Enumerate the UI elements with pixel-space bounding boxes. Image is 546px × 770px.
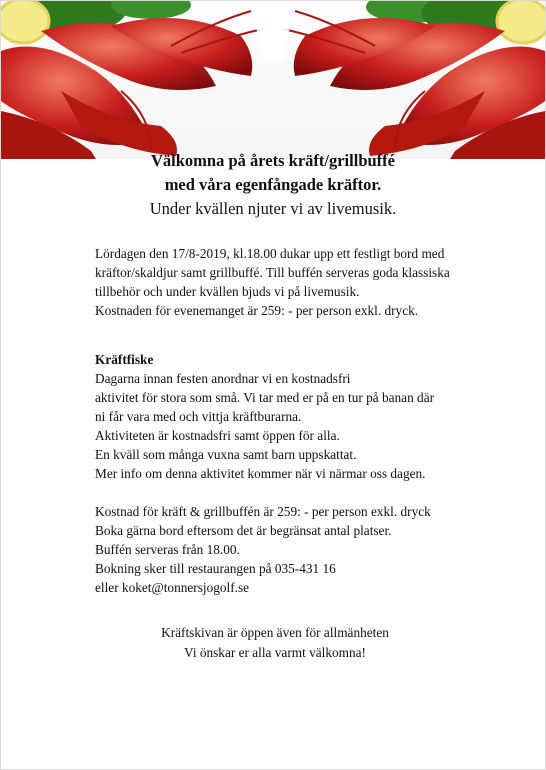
booking-email: eller koket@tonnersjogolf.se [95, 580, 250, 595]
body-text [95, 244, 535, 597]
fishing-line: Dagarna innan festen anordnar vi en kostnadsfri [95, 371, 351, 386]
booking-line: Kostnad för kräft & grillbuffén är 259: - per person exkl. dryck [95, 504, 431, 519]
fishing-line: Mer info om denna aktivitet kommer när vi närmar oss dagen. [95, 466, 426, 481]
footer-line-1: Kräftskivan är öppen även för allmänheten [161, 625, 389, 640]
heading-line-1: Välkomna på årets kräft/grillbuffé [151, 151, 395, 170]
booking-line: Boka gärna bord eftersom det är begränsat antal platser. [95, 523, 392, 538]
fishing-title: Kräftfiske [95, 352, 154, 367]
booking-line: Bokning sker till restaurangen på 035-431 16 [95, 561, 336, 576]
fishing-line: En kväll som många vuxna samt barn uppskattat. [95, 447, 357, 462]
intro-line: Lördagen den 17/8-2019, kl.18.00 dukar upp ett festligt bord med [95, 246, 445, 261]
heading-line-2: med våra egenfångade kräftor. [164, 175, 382, 194]
intro-line: Kostnaden för evenemanget är 259: - per person exkl. dryck. [95, 303, 419, 318]
heading-line-3: Under kvällen njuter vi av livemusik. [149, 199, 397, 218]
fishing-line: ni får vara med och vittja kräftburarna. [95, 409, 302, 424]
closing-note [1, 623, 546, 663]
intro-line: tillbehör och under kvällen bjuds vi på livemusik. [95, 284, 360, 299]
fishing-line: Aktiviteten är kostnadsfri samt öppen för alla. [95, 428, 340, 443]
booking-line: Buffén serveras från 18.00. [95, 542, 240, 557]
intro-line: kräftor/skaldjur samt grillbuffé. Till buffén serveras goda klassiska [95, 265, 450, 280]
event-heading [1, 149, 545, 221]
footer-line-2: Vi önskar er alla varmt välkomna! [184, 645, 366, 660]
fishing-line: aktivitet för stora som små. Vi tar med er på en tur på banan där [95, 390, 435, 405]
crayfish-banner-image [1, 1, 545, 159]
